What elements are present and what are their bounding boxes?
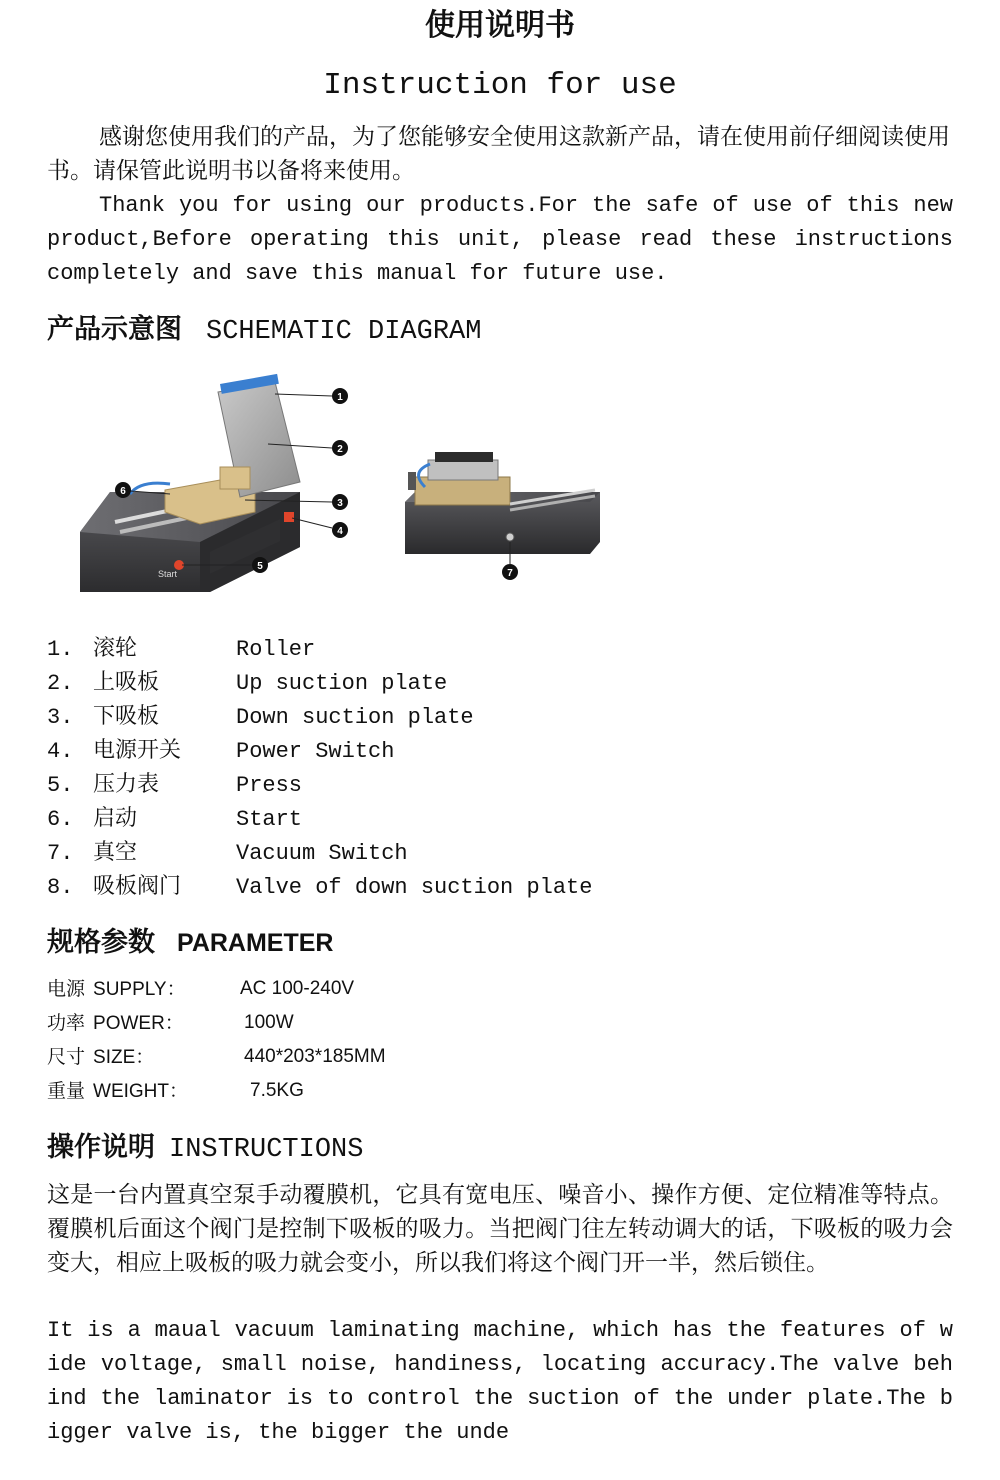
schematic-heading-cn: 产品示意图: [47, 314, 182, 345]
schematic-diagram: [70, 372, 630, 592]
callout-6: [115, 482, 131, 498]
intro-english: Thank you for using our products.For the safe of use of this new product,Before operating this unit, please read these instructions completely and save this manual for future use.: [47, 193, 953, 286]
instructions-heading-cn: 操作说明: [47, 1132, 155, 1163]
svg-text:6: 6: [120, 486, 126, 497]
parameter-table: [47, 972, 547, 1108]
schematic-heading-en: SCHEMATIC DIAGRAM: [206, 317, 482, 347]
title-english: Instruction for use: [323, 68, 677, 103]
instructions-body-chinese: 这是一台内置真空泵手动覆膜机，它具有宽电压、噪音小、操作方便、定位精准等特点。覆膜机后面这个阀门是控制下吸板的吸力。当把阀门往左转动调大的话，下吸板的吸力会变大，相应上吸板的吸力就会变小，所以我们将这个阀门开一半，然后锁住。: [47, 1182, 953, 1276]
instructions-heading: [47, 1125, 363, 1165]
list-item: 4. 电源开关 Power Switch: [47, 738, 395, 764]
callout-2: [332, 440, 348, 456]
parameter-heading-en: PARAMETER: [177, 929, 334, 957]
svg-text:1: 1: [337, 392, 343, 403]
list-item: 8. 吸板阀门 Valve of down suction plate: [47, 874, 593, 900]
callout-1: [332, 388, 348, 404]
parameter-heading: [47, 920, 333, 959]
svg-text:2: 2: [337, 444, 343, 455]
svg-text:3: 3: [337, 498, 343, 509]
callout-7: [502, 564, 518, 580]
list-item: 5. 压力表 Press: [47, 772, 303, 798]
instructions-body-english: It is a maual vacuum laminating machine, which has the features of wide voltage, small noise, handiness, locating accuracy.The valve behind the laminator is to control the suction of the under plate.The bigger valve is, the bigger the unde: [47, 1318, 953, 1445]
list-item: 1. 滚轮 Roller: [47, 636, 316, 662]
parts-list: [47, 631, 592, 903]
parameter-row: 功率 POWER： 100W: [47, 1012, 294, 1034]
callout-5: [252, 557, 268, 573]
list-item: 6. 启动 Start: [47, 806, 303, 832]
callout-4: [332, 522, 348, 538]
machine-front-view: [80, 374, 300, 592]
svg-text:4: 4: [337, 526, 343, 537]
machine-rear-view: [405, 452, 600, 554]
callout-3: [332, 494, 348, 510]
title-chinese: 使用说明书: [425, 8, 575, 43]
list-item: 3. 下吸板 Down suction plate: [47, 704, 474, 730]
intro-chinese: 感谢您使用我们的产品，为了您能够安全使用这款新产品，请在使用前仔细阅读使用书。请保管此说明书以备将来使用。: [47, 124, 950, 184]
list-item: 7. 真空 Vacuum Switch: [47, 840, 408, 866]
parameter-row: 重量 WEIGHT： 7.5KG: [47, 1080, 304, 1102]
svg-text:5: 5: [257, 561, 263, 572]
parameter-heading-cn: 规格参数: [47, 927, 155, 958]
instructions-heading-en: INSTRUCTIONS: [169, 1135, 364, 1165]
parameter-row: 尺寸 SIZE： 440*203*185MM: [47, 1046, 386, 1068]
schematic-heading: [47, 307, 481, 347]
svg-text:7: 7: [507, 568, 513, 579]
parameter-row: 电源 SUPPLY： AC 100-240V: [47, 978, 355, 1000]
panel-start-label: Start: [158, 569, 178, 579]
list-item: 2. 上吸板 Up suction plate: [47, 670, 448, 696]
